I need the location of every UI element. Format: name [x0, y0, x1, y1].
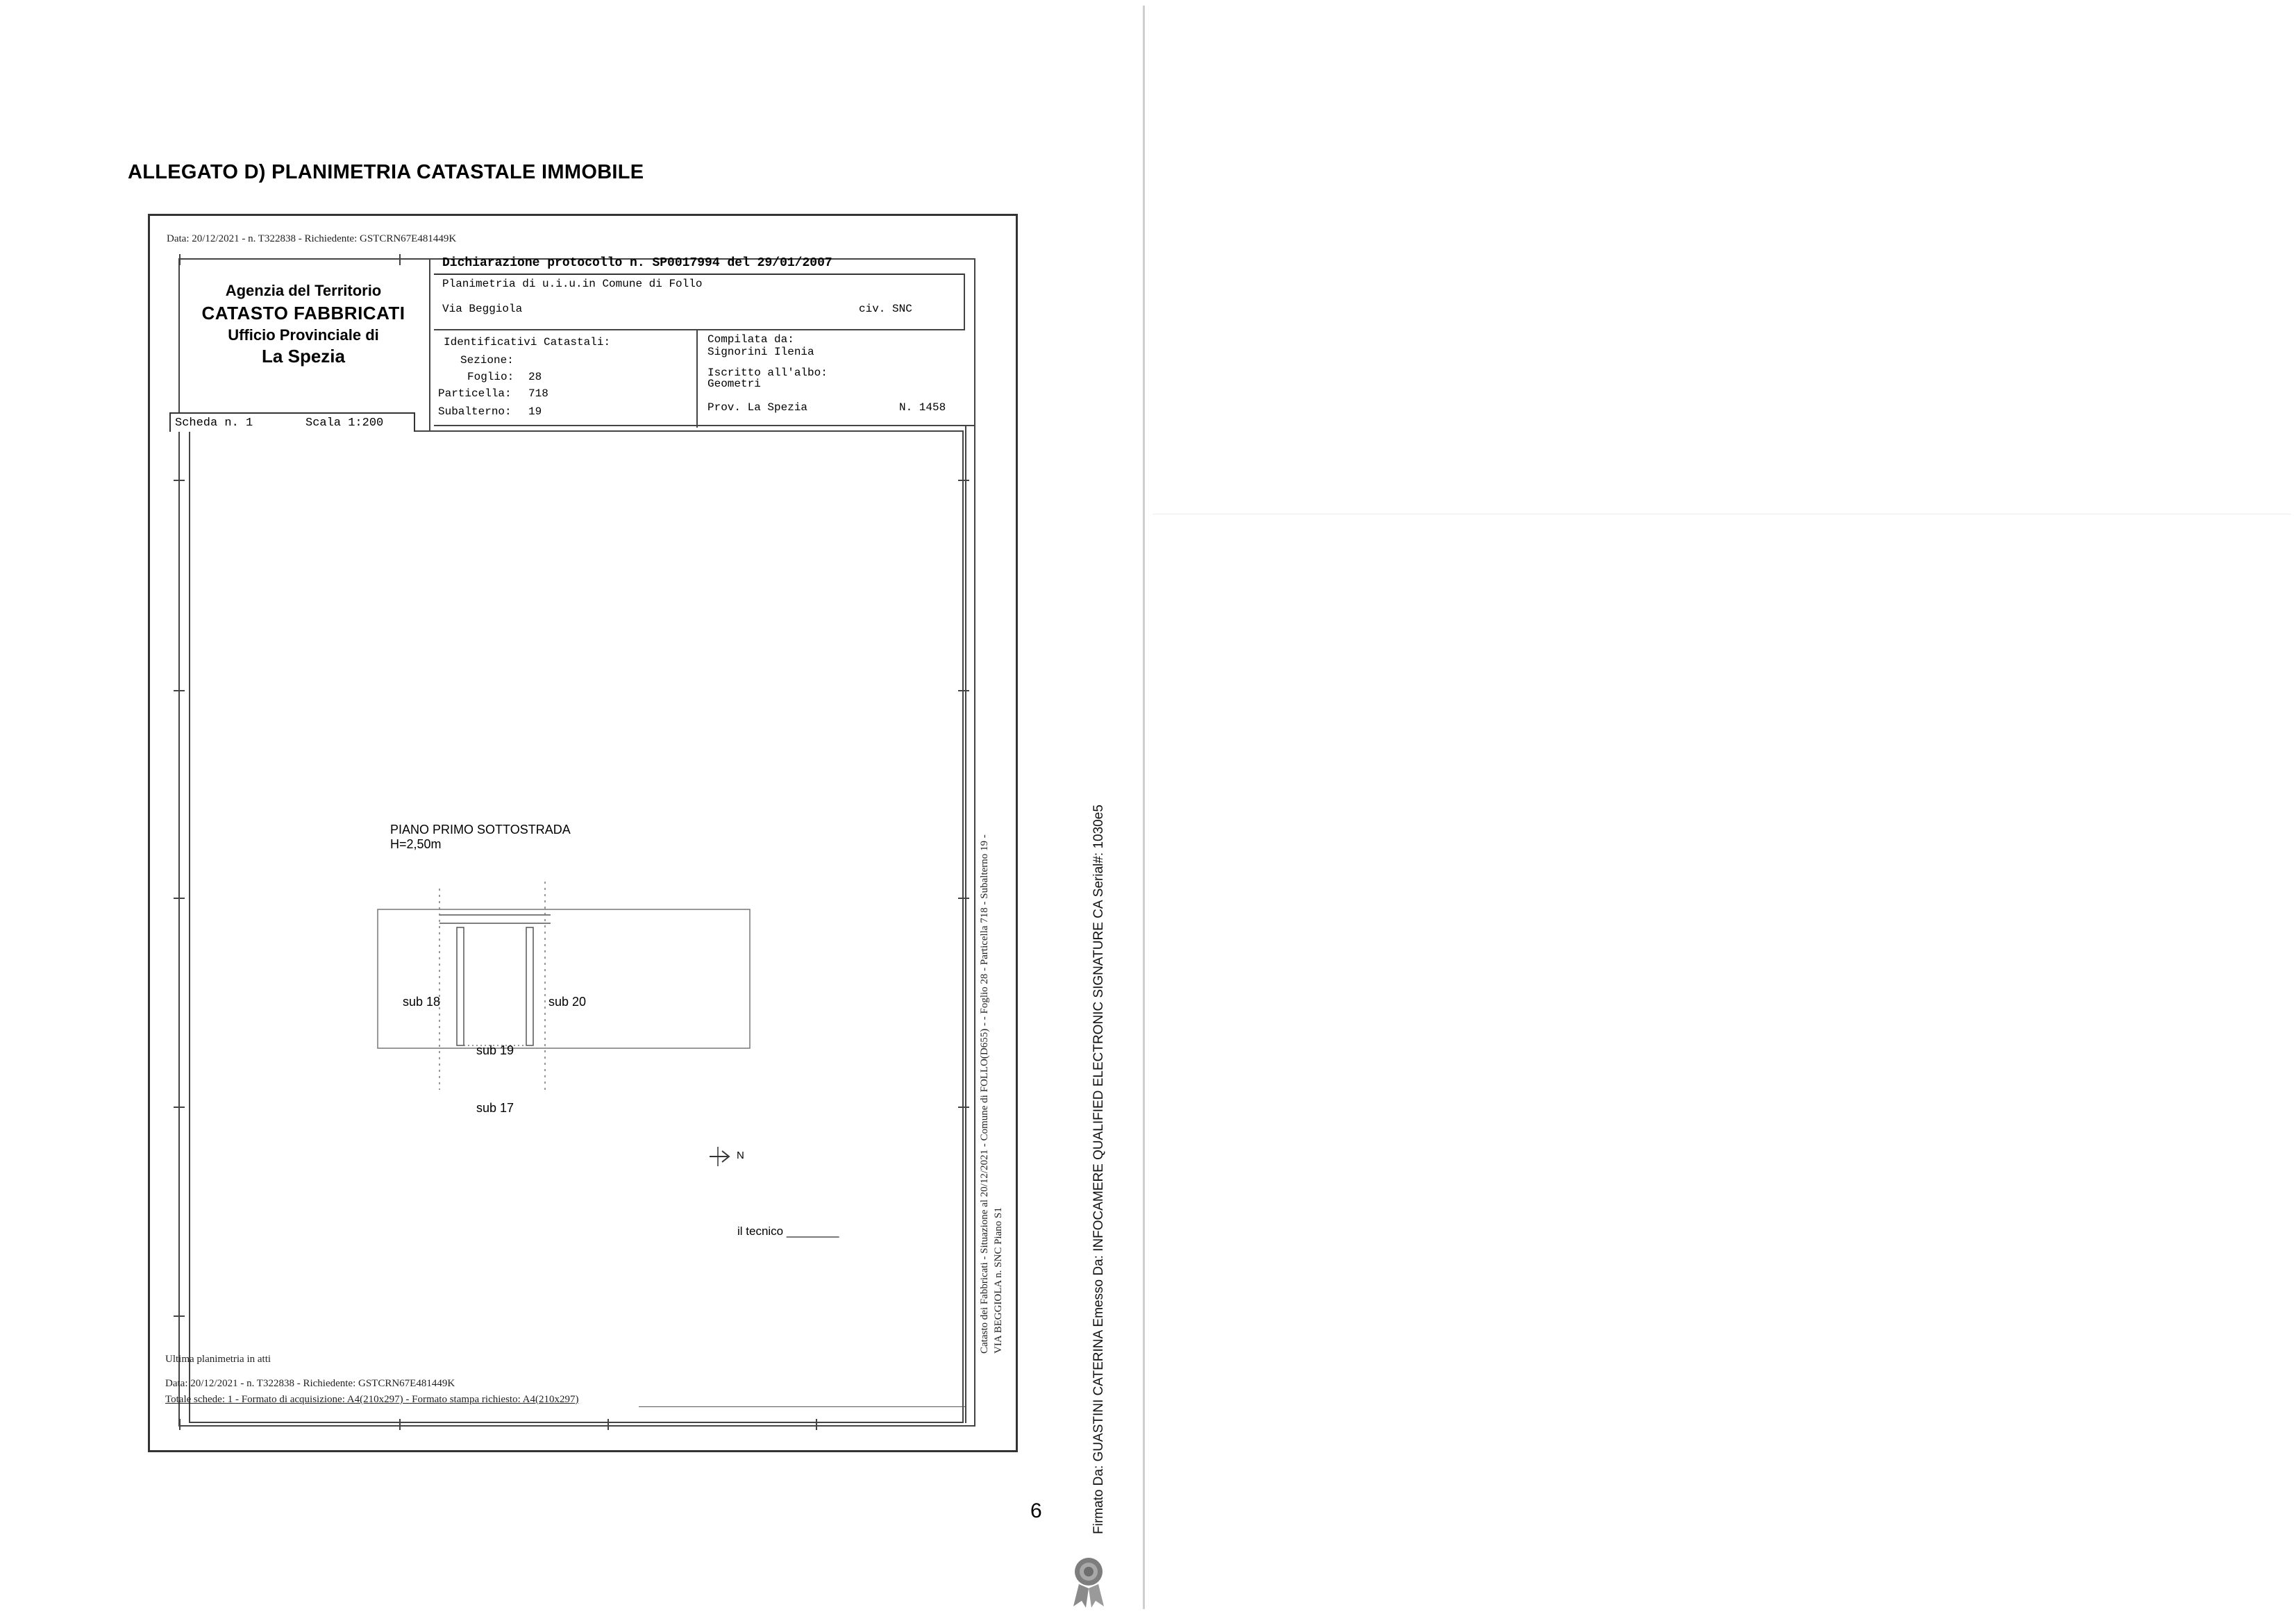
frame-tick: [174, 480, 185, 481]
particella-value: 718: [528, 387, 548, 400]
sub17-label: sub 17: [476, 1101, 514, 1115]
plan-title: Planimetria di u.i.u.in Comune di Follo: [442, 278, 703, 290]
registration-number: N. 1458: [899, 401, 946, 414]
frame-tick: [179, 1419, 181, 1430]
floor-plan: [375, 882, 764, 1104]
frame-tick: [958, 1107, 969, 1108]
agency-name: Agenzia del Territorio: [225, 282, 382, 299]
iscritto-label: Iscritto all'albo:: [707, 367, 828, 379]
scheda-number: Scheda n. 1: [175, 417, 253, 430]
frame-tick: [958, 690, 969, 691]
cadastral-side-note: Catasto dei Fabbricati - Situazione al 20/12/2021 - Comune di FOLLO(D655) - - Foglio 28 - Particella 718 - Subalterno 19 -: [979, 834, 990, 1354]
page-title: ALLEGATO D) PLANIMETRIA CATASTALE IMMOBILE: [128, 161, 644, 183]
page-divider: [1143, 6, 1145, 1609]
frame-tick: [174, 1107, 185, 1108]
cadastral-address-note: VIA BEGGIOLA n. SNC Piano S1: [993, 1207, 1004, 1354]
sezione-label: Sezione:: [460, 354, 514, 367]
cadastral-identifiers: [434, 330, 698, 428]
frame-tick: [399, 254, 401, 265]
signature-seal-icon: [1069, 1554, 1108, 1609]
frame-tick: [958, 480, 969, 481]
compilata-label: Compilata da:: [707, 333, 794, 346]
civic-number: civ. SNC: [859, 303, 912, 315]
footer-last-plan: Ultima planimetria in atti: [165, 1354, 271, 1365]
subalterno-label: Subalterno:: [438, 405, 512, 418]
frame-tick: [607, 1419, 609, 1430]
north-arrow-icon: [705, 1143, 733, 1170]
height-label: H=2,50m: [390, 837, 442, 851]
scheda-tab: [169, 412, 415, 432]
declaration-row: [434, 258, 965, 275]
foglio-label: Foglio:: [467, 371, 514, 383]
side-frame-line: [965, 425, 966, 1423]
page-number: 6: [1030, 1499, 1042, 1522]
sub19-label: sub 19: [476, 1043, 514, 1057]
plan-outline: [378, 909, 750, 1048]
sheet-top-note: Data: 20/12/2021 - n. T322838 - Richiedente: GSTCRN67E481449K: [167, 233, 457, 244]
north-label: N: [737, 1150, 744, 1161]
iscritto-value: Geometri: [707, 378, 761, 390]
frame-tick: [958, 898, 969, 899]
foglio-value: 28: [528, 371, 542, 383]
frame-tick: [179, 254, 181, 265]
header-bottom-line: [434, 425, 975, 426]
frame-tick: [174, 1315, 185, 1317]
frame-tick: [816, 1419, 817, 1430]
technician-block: [698, 330, 975, 428]
frame-tick: [174, 898, 185, 899]
floor-label: PIANO PRIMO SOTTOSTRADA: [390, 823, 571, 836]
agency-catasto: CATASTO FABBRICATI: [201, 303, 405, 323]
agency-block: [178, 258, 428, 430]
ident-title: Identificativi Catastali:: [444, 336, 611, 348]
sub20-label: sub 20: [548, 995, 587, 1009]
footer-format: Totale schede: 1 - Formato di acquisizione: A4(210x297) - Formato stampa richiesto: A4(210x297): [165, 1394, 579, 1405]
header-divider: [429, 258, 430, 430]
sub18-label: sub 18: [403, 995, 441, 1009]
technician-signature-line: il tecnico ________: [737, 1225, 839, 1238]
compilata-name: Signorini Ilenia: [707, 346, 814, 358]
agency-office: Ufficio Provinciale di: [228, 326, 379, 344]
frame-tick: [399, 1419, 401, 1430]
particella-label: Particella:: [438, 387, 512, 400]
scale-label: Scala 1:200: [305, 417, 384, 430]
footer-rule: [639, 1406, 965, 1407]
frame-tick: [174, 690, 185, 691]
declaration-text: Dichiarazione protocollo n. SP0017994 del 29/01/2007: [442, 256, 832, 270]
plan-header-box: [434, 274, 965, 330]
subalterno-value: 19: [528, 405, 542, 418]
agency-city: La Spezia: [262, 346, 345, 367]
digital-signature-note: Firmato Da: GUASTINI CATERINA Emesso Da: INFOCAMERE QUALIFIED ELECTRONIC SIGNATURE CA Serial#: 1030e5: [1091, 805, 1106, 1534]
street-text: Via Beggiola: [442, 303, 523, 315]
footer-request: Data: 20/12/2021 - n. T322838 - Richiedente: GSTCRN67E481449K: [165, 1378, 455, 1389]
province-text: Prov. La Spezia: [707, 401, 808, 414]
